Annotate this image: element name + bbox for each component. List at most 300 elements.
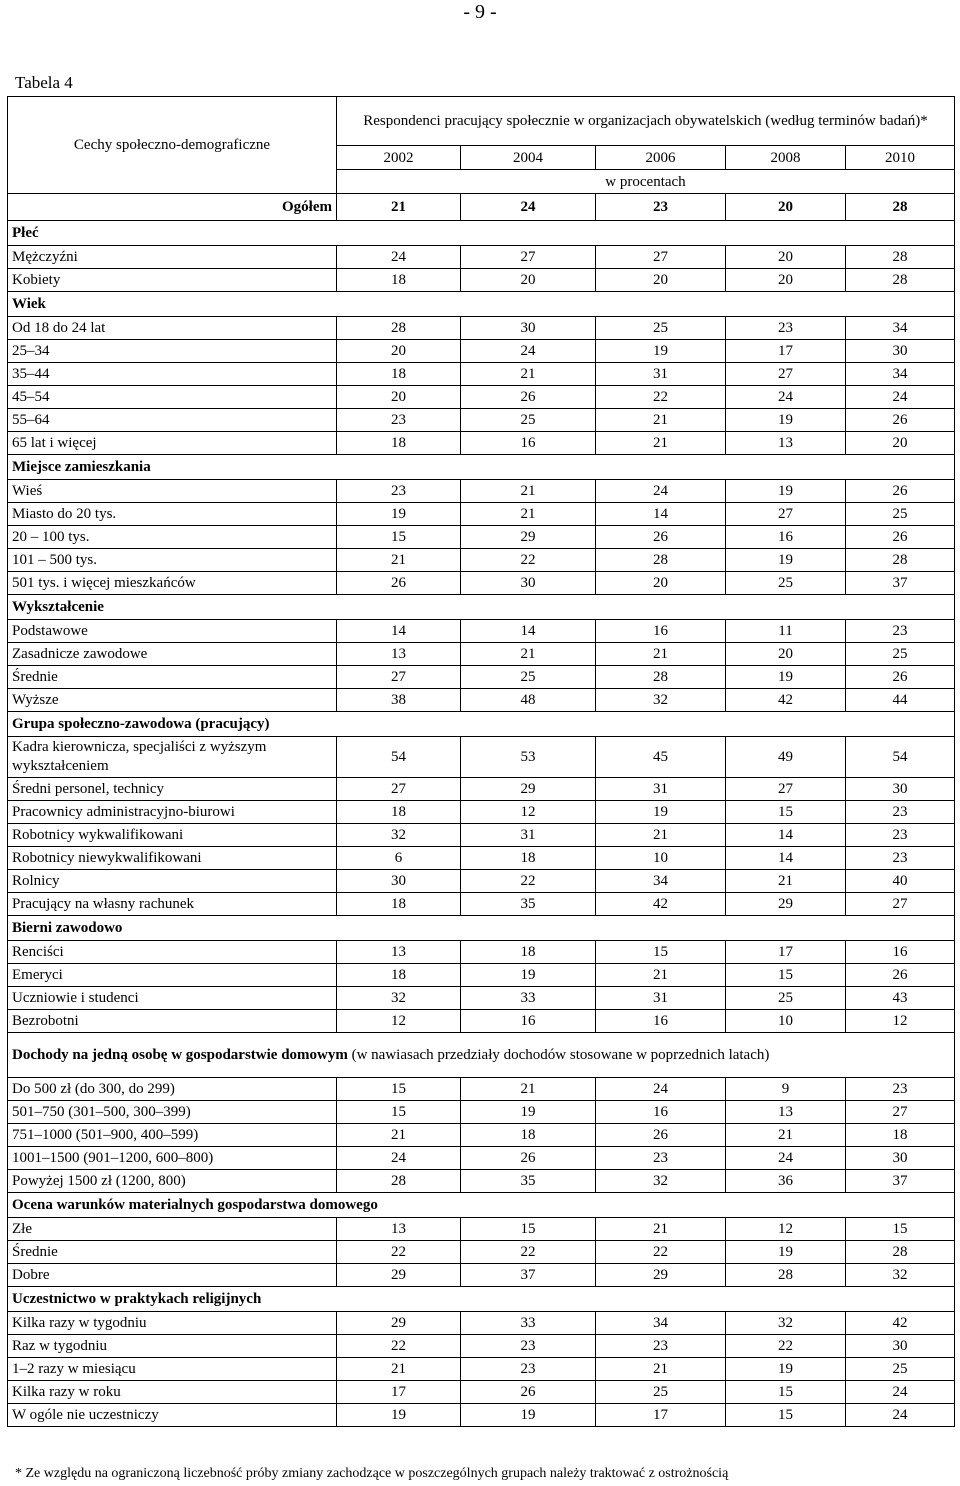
table-cell: 23 (846, 847, 955, 870)
table-cell: 18 (337, 801, 461, 824)
table-cell: 22 (337, 1241, 461, 1264)
table-cell: 20 (461, 269, 596, 292)
row-label: Bezrobotni (8, 1010, 337, 1033)
row-label: Mężczyźni (8, 246, 337, 269)
table-cell: 11 (726, 620, 846, 643)
table-cell: 13 (726, 432, 846, 455)
table-cell: 32 (596, 1170, 726, 1193)
table-cell: 32 (337, 824, 461, 847)
section-header: Bierni zawodowo (8, 916, 955, 941)
table-cell: 21 (461, 643, 596, 666)
row-label: Wieś (8, 480, 337, 503)
table-cell: 17 (726, 340, 846, 363)
table-row (8, 737, 955, 778)
table-cell: 23 (846, 620, 955, 643)
table-cell: 19 (726, 549, 846, 572)
table-row (8, 1335, 955, 1358)
table-row (8, 1078, 955, 1101)
table-cell: 21 (726, 1124, 846, 1147)
table-cell: 26 (461, 1147, 596, 1170)
table-cell: 13 (337, 1218, 461, 1241)
section-header: Płeć (8, 221, 955, 246)
table-row (8, 269, 955, 292)
row-label: Dobre (8, 1264, 337, 1287)
table-row (8, 1170, 955, 1193)
table-cell: 24 (846, 1404, 955, 1427)
table-cell: 17 (596, 1404, 726, 1427)
data-table (7, 96, 955, 1427)
table-row (8, 363, 955, 386)
table-cell: 22 (461, 870, 596, 893)
table-cell: 27 (337, 666, 461, 689)
table-cell: 21 (726, 870, 846, 893)
section-header-row (8, 595, 955, 620)
table-cell: 18 (461, 1124, 596, 1147)
total-label: Ogółem (8, 194, 337, 221)
table-cell: 14 (726, 824, 846, 847)
row-label: Podstawowe (8, 620, 337, 643)
table-cell: 43 (846, 987, 955, 1010)
table-row (8, 1381, 955, 1404)
table-cell: 10 (596, 847, 726, 870)
table-cell: 38 (337, 689, 461, 712)
section-header-row (8, 455, 955, 480)
table-cell: 33 (461, 987, 596, 1010)
table-cell: 21 (596, 1358, 726, 1381)
table-cell: 14 (726, 847, 846, 870)
table-cell: 54 (846, 737, 955, 778)
table-cell: 18 (337, 964, 461, 987)
row-label: 751–1000 (501–900, 400–599) (8, 1124, 337, 1147)
table-cell: 21 (596, 409, 726, 432)
section-header: Grupa społeczno-zawodowa (pracujący) (8, 712, 955, 737)
table-cell: 24 (596, 1078, 726, 1101)
table-cell: 25 (596, 1381, 726, 1404)
table-cell: 32 (726, 1312, 846, 1335)
table-cell: 16 (846, 941, 955, 964)
table-cell: 18 (461, 941, 596, 964)
table-row (8, 549, 955, 572)
table-cell: 23 (596, 1147, 726, 1170)
table-cell: 26 (846, 964, 955, 987)
table-cell: 42 (846, 1312, 955, 1335)
table-cell: 27 (726, 503, 846, 526)
table-cell: 27 (846, 893, 955, 916)
row-label: Wyższe (8, 689, 337, 712)
table-cell: 20 (596, 572, 726, 595)
table-row (8, 1404, 955, 1427)
table-cell: 28 (596, 549, 726, 572)
row-label: 501–750 (301–500, 300–399) (8, 1101, 337, 1124)
table-cell: 25 (461, 409, 596, 432)
section-header-row (8, 916, 955, 941)
table-row (8, 1010, 955, 1033)
table-cell: 19 (596, 801, 726, 824)
table-cell: 33 (461, 1312, 596, 1335)
table-cell: 23 (337, 480, 461, 503)
row-label: Rolnicy (8, 870, 337, 893)
table-cell: 21 (461, 480, 596, 503)
table-row (8, 870, 955, 893)
row-label: 25–34 (8, 340, 337, 363)
table-cell: 20 (726, 246, 846, 269)
table-cell: 27 (461, 246, 596, 269)
year-header: 2002 (337, 146, 461, 170)
row-label: Robotnicy niewykwalifikowani (8, 847, 337, 870)
table-cell: 35 (461, 893, 596, 916)
table-row (8, 432, 955, 455)
section-header-row (8, 221, 955, 246)
table-cell: 32 (337, 987, 461, 1010)
section-note: (w nawiasach przedziały dochodów stosowane w poprzednich latach) (351, 1047, 770, 1063)
table-cell: 18 (337, 269, 461, 292)
table-cell: 14 (596, 503, 726, 526)
row-label: 1–2 razy w miesiącu (8, 1358, 337, 1381)
table-cell: 26 (461, 386, 596, 409)
table-cell: 26 (337, 572, 461, 595)
table-cell: 54 (337, 737, 461, 778)
table-cell: 26 (596, 526, 726, 549)
table-cell: 15 (726, 964, 846, 987)
unit-header: w procentach (337, 170, 955, 194)
section-header-row (8, 1193, 955, 1218)
table-cell: 23 (846, 801, 955, 824)
table-cell: 30 (846, 1335, 955, 1358)
table-cell: 29 (726, 893, 846, 916)
table-cell: 35 (461, 1170, 596, 1193)
table-cell: 22 (596, 1241, 726, 1264)
table-cell: 28 (337, 317, 461, 340)
table-row (8, 620, 955, 643)
table-cell: 40 (846, 870, 955, 893)
row-label: Uczniowie i studenci (8, 987, 337, 1010)
row-label: 1001–1500 (901–1200, 600–800) (8, 1147, 337, 1170)
table-cell: 13 (337, 643, 461, 666)
table-cell: 24 (337, 1147, 461, 1170)
table-cell: 16 (461, 432, 596, 455)
table-cell: 29 (337, 1312, 461, 1335)
table-cell: 15 (337, 526, 461, 549)
table-cell: 45 (596, 737, 726, 778)
row-label: 45–54 (8, 386, 337, 409)
section-header: Ocena warunków materialnych gospodarstwa domowego (8, 1193, 955, 1218)
table-cell: 6 (337, 847, 461, 870)
table-cell: 20 (596, 269, 726, 292)
table-row (8, 246, 955, 269)
table-row (8, 847, 955, 870)
table-cell: 21 (337, 549, 461, 572)
table-cell: 14 (461, 620, 596, 643)
table-cell: 26 (846, 526, 955, 549)
table-row (8, 480, 955, 503)
section-header-row (8, 1287, 955, 1312)
table-cell: 23 (461, 1358, 596, 1381)
table-cell: 32 (846, 1264, 955, 1287)
table-cell: 18 (461, 847, 596, 870)
row-label-header: Cechy społeczno-demograficzne (8, 97, 337, 194)
row-label: 501 tys. i więcej mieszkańców (8, 572, 337, 595)
table-cell: 15 (337, 1078, 461, 1101)
row-label: Kadra kierownicza, specjaliści z wyższym wykształceniem (8, 737, 337, 778)
row-label: Kilka razy w roku (8, 1381, 337, 1404)
table-row (8, 893, 955, 916)
table-cell: 25 (846, 643, 955, 666)
year-header: 2004 (461, 146, 596, 170)
row-label: Robotnicy wykwalifikowani (8, 824, 337, 847)
row-label: 35–44 (8, 363, 337, 386)
table-cell: 13 (337, 941, 461, 964)
table-cell: 18 (846, 1124, 955, 1147)
row-label: Emeryci (8, 964, 337, 987)
table-cell: 32 (596, 689, 726, 712)
table-cell: 27 (846, 1101, 955, 1124)
table-row (8, 1124, 955, 1147)
table-cell: 24 (846, 386, 955, 409)
year-header: 2008 (726, 146, 846, 170)
table-cell: 21 (461, 1078, 596, 1101)
table-cell: 24 (461, 340, 596, 363)
row-label: Od 18 do 24 lat (8, 317, 337, 340)
table-row (8, 666, 955, 689)
table-cell: 12 (337, 1010, 461, 1033)
table-row (8, 643, 955, 666)
table-row (8, 1101, 955, 1124)
row-label: Raz w tygodniu (8, 1335, 337, 1358)
table-cell: 24 (726, 386, 846, 409)
table-cell: 19 (726, 409, 846, 432)
row-label: Średnie (8, 666, 337, 689)
table-cell: 22 (337, 1335, 461, 1358)
table-row (8, 778, 955, 801)
table-row (8, 386, 955, 409)
table-cell: 23 (461, 1335, 596, 1358)
table-cell: 28 (846, 246, 955, 269)
table-cell: 34 (846, 317, 955, 340)
total-value: 24 (461, 194, 596, 221)
group-title-header: Respondenci pracujący społecznie w organizacjach obywatelskich (według terminów badań)* (337, 97, 955, 146)
table-cell: 10 (726, 1010, 846, 1033)
section-title: Dochody na jedną osobę w gospodarstwie domowym (12, 1047, 348, 1063)
table-cell: 19 (726, 480, 846, 503)
table-cell: 24 (726, 1147, 846, 1170)
table-cell: 30 (461, 572, 596, 595)
table-cell: 22 (461, 549, 596, 572)
table-cell: 21 (337, 1124, 461, 1147)
row-label: Średni personel, technicy (8, 778, 337, 801)
table-cell: 28 (846, 269, 955, 292)
year-header: 2010 (846, 146, 955, 170)
table-cell: 20 (846, 432, 955, 455)
table-cell: 20 (726, 269, 846, 292)
table-cell: 25 (596, 317, 726, 340)
row-label: Zasadnicze zawodowe (8, 643, 337, 666)
table-row (8, 1358, 955, 1381)
table-cell: 29 (337, 1264, 461, 1287)
table-cell: 21 (337, 1358, 461, 1381)
table-cell: 15 (337, 1101, 461, 1124)
row-label: Kobiety (8, 269, 337, 292)
table-cell: 19 (596, 340, 726, 363)
table-cell: 28 (846, 1241, 955, 1264)
row-label: Powyżej 1500 zł (1200, 800) (8, 1170, 337, 1193)
table-row (8, 340, 955, 363)
table-cell: 21 (596, 964, 726, 987)
table-cell: 23 (337, 409, 461, 432)
table-cell: 19 (726, 1358, 846, 1381)
table-cell: 44 (846, 689, 955, 712)
footnote: * Ze względu na ograniczoną liczebność próby zmiany zachodzące w poszczególnych grupach należy traktować z ostrożnością (15, 1466, 729, 1481)
table-cell: 19 (726, 1241, 846, 1264)
table-cell: 19 (726, 666, 846, 689)
table-cell: 19 (337, 1404, 461, 1427)
table-cell: 23 (596, 1335, 726, 1358)
table-row (8, 824, 955, 847)
table-cell: 14 (337, 620, 461, 643)
table-cell: 42 (726, 689, 846, 712)
table-cell: 31 (596, 987, 726, 1010)
table-cell: 16 (596, 1010, 726, 1033)
table-cell: 26 (846, 666, 955, 689)
table-row (8, 526, 955, 549)
row-label: Kilka razy w tygodniu (8, 1312, 337, 1335)
table-cell: 21 (596, 824, 726, 847)
table-cell: 22 (726, 1335, 846, 1358)
table-cell: 19 (461, 964, 596, 987)
table-cell: 28 (846, 549, 955, 572)
table-cell: 30 (461, 317, 596, 340)
table-cell: 16 (596, 1101, 726, 1124)
table-cell: 15 (846, 1218, 955, 1241)
table-cell: 13 (726, 1101, 846, 1124)
table-cell: 21 (461, 363, 596, 386)
table-cell: 9 (726, 1078, 846, 1101)
year-header: 2006 (596, 146, 726, 170)
table-cell: 25 (726, 572, 846, 595)
table-cell: 49 (726, 737, 846, 778)
table-row (8, 1241, 955, 1264)
table-cell: 21 (461, 503, 596, 526)
table-cell: 29 (596, 1264, 726, 1287)
row-label: Miasto do 20 tys. (8, 503, 337, 526)
table-cell: 21 (596, 1218, 726, 1241)
table-cell: 17 (337, 1381, 461, 1404)
table-cell: 36 (726, 1170, 846, 1193)
total-value: 23 (596, 194, 726, 221)
row-label: Złe (8, 1218, 337, 1241)
table-cell: 22 (596, 386, 726, 409)
table-row (8, 1264, 955, 1287)
table-row (8, 409, 955, 432)
row-label: 65 lat i więcej (8, 432, 337, 455)
table-cell: 26 (846, 480, 955, 503)
table-cell: 37 (461, 1264, 596, 1287)
table-row (8, 572, 955, 595)
table-cell: 19 (461, 1404, 596, 1427)
table-cell: 27 (337, 778, 461, 801)
row-label: Pracownicy administracyjno-biurowi (8, 801, 337, 824)
section-header-row (8, 292, 955, 317)
table-cell: 42 (596, 893, 726, 916)
table-cell: 26 (461, 1381, 596, 1404)
section-header: Wykształcenie (8, 595, 955, 620)
row-label: 20 – 100 tys. (8, 526, 337, 549)
table-cell: 31 (596, 363, 726, 386)
table-cell: 27 (596, 246, 726, 269)
table-cell: 20 (726, 643, 846, 666)
row-label: Średnie (8, 1241, 337, 1264)
table-row (8, 689, 955, 712)
section-header (8, 1033, 955, 1078)
table-cell: 30 (337, 870, 461, 893)
table-cell: 34 (596, 1312, 726, 1335)
table-row (8, 317, 955, 340)
row-label: 55–64 (8, 409, 337, 432)
table-cell: 24 (337, 246, 461, 269)
table-cell: 12 (461, 801, 596, 824)
table-row (8, 941, 955, 964)
table-cell: 26 (846, 409, 955, 432)
table-cell: 23 (846, 1078, 955, 1101)
table-cell: 34 (846, 363, 955, 386)
section-header-row (8, 712, 955, 737)
row-label: W ogóle nie uczestniczy (8, 1404, 337, 1427)
table-cell: 30 (846, 778, 955, 801)
table-cell: 15 (461, 1218, 596, 1241)
section-header: Wiek (8, 292, 955, 317)
table-row (8, 503, 955, 526)
table-cell: 48 (461, 689, 596, 712)
table-row (8, 801, 955, 824)
table-cell: 15 (726, 1381, 846, 1404)
page-number: - 9 - (463, 1, 497, 23)
table-row (8, 1218, 955, 1241)
table-cell: 28 (726, 1264, 846, 1287)
table-cell: 28 (596, 666, 726, 689)
table-cell: 34 (596, 870, 726, 893)
table-cell: 27 (726, 778, 846, 801)
table-cell: 23 (846, 824, 955, 847)
table-cell: 37 (846, 1170, 955, 1193)
total-value: 20 (726, 194, 846, 221)
table-cell: 15 (726, 1404, 846, 1427)
table-cell: 28 (337, 1170, 461, 1193)
table-cell: 16 (461, 1010, 596, 1033)
section-header: Miejsce zamieszkania (8, 455, 955, 480)
table-cell: 24 (596, 480, 726, 503)
table-cell: 19 (337, 503, 461, 526)
table-cell: 30 (846, 340, 955, 363)
table-cell: 24 (846, 1381, 955, 1404)
table-cell: 15 (596, 941, 726, 964)
table-cell: 12 (846, 1010, 955, 1033)
total-value: 28 (846, 194, 955, 221)
section-header-row (8, 1033, 955, 1078)
total-value: 21 (337, 194, 461, 221)
table-cell: 29 (461, 526, 596, 549)
table-row (8, 1312, 955, 1335)
table-cell: 37 (846, 572, 955, 595)
row-label: 101 – 500 tys. (8, 549, 337, 572)
table-title: Tabela 4 (15, 73, 73, 92)
table-cell: 22 (461, 1241, 596, 1264)
table-cell: 31 (461, 824, 596, 847)
table-cell: 15 (726, 801, 846, 824)
table-cell: 27 (726, 363, 846, 386)
table-cell: 26 (596, 1124, 726, 1147)
table-cell: 12 (726, 1218, 846, 1241)
table-cell: 21 (596, 432, 726, 455)
row-label: Renciści (8, 941, 337, 964)
